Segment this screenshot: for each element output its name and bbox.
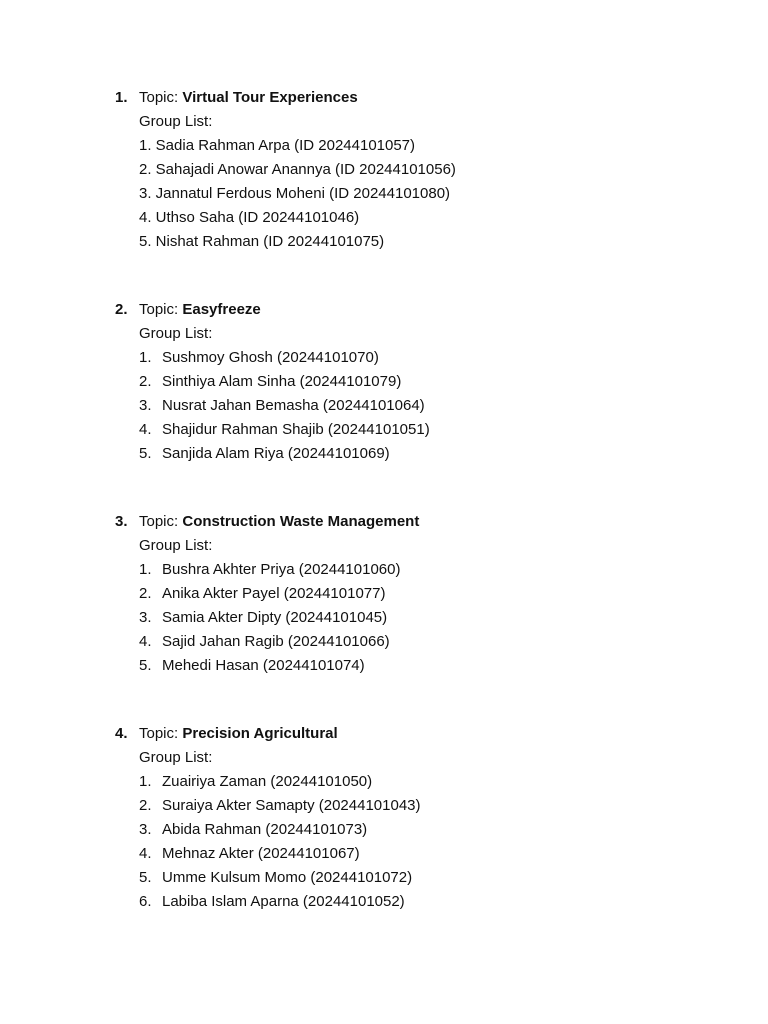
member-number: 1. [139, 561, 152, 578]
member-name: Nusrat Jahan Bemasha (20244101064) [162, 397, 425, 414]
member-name: Samia Akter Dipty (20244101045) [162, 609, 388, 626]
member-number: 3. [139, 397, 152, 414]
member-name: Zuairiya Zaman (20244101050) [162, 773, 373, 790]
member-item: 1. Sadia Rahman Arpa (ID 20244101057) [139, 137, 416, 154]
topic-line [139, 86, 358, 110]
member-number: 4. [139, 633, 152, 650]
group-list-label: Group List: [139, 537, 213, 554]
topic-line [139, 298, 261, 322]
section-number: 1. [115, 89, 128, 106]
member-name: Sanjida Alam Riya (20244101069) [162, 445, 390, 462]
member-number: 2. [139, 797, 152, 814]
topic-title: Easyfreeze [182, 301, 261, 318]
member-number: 2. [139, 585, 152, 602]
member-name: Sinthiya Alam Sinha (20244101079) [162, 373, 402, 390]
section-number: 3. [115, 513, 128, 530]
topic-title: Virtual Tour Experiences [182, 89, 358, 106]
member-number: 6. [139, 893, 152, 910]
member-number: 4. [139, 421, 152, 438]
member-number: 5. [139, 657, 152, 674]
member-item: 3. Jannatul Ferdous Moheni (ID 20244101080) [139, 185, 451, 202]
member-number: 3. [139, 609, 152, 626]
member-name: Mehnaz Akter (20244101067) [162, 845, 360, 862]
member-name: Sajid Jahan Ragib (20244101066) [162, 633, 390, 650]
section-number: 2. [115, 301, 128, 318]
member-name: Anika Akter Payel (20244101077) [162, 585, 386, 602]
member-item: 5. Nishat Rahman (ID 20244101075) [139, 233, 385, 250]
member-name: Suraiya Akter Samapty (20244101043) [162, 797, 421, 814]
member-name: Bushra Akhter Priya (20244101060) [162, 561, 401, 578]
member-name: Umme Kulsum Momo (20244101072) [162, 869, 413, 886]
topic-line [139, 722, 338, 746]
group-list-label: Group List: [139, 749, 213, 766]
member-number: 5. [139, 869, 152, 886]
member-number: 1. [139, 349, 152, 366]
topic-line [139, 510, 419, 534]
member-item: 4. Uthso Saha (ID 20244101046) [139, 209, 360, 226]
topic-prefix: Topic: [139, 725, 179, 742]
topic-prefix: Topic: [139, 89, 179, 106]
member-name: Sushmoy Ghosh (20244101070) [162, 349, 379, 366]
member-name: Shajidur Rahman Shajib (20244101051) [162, 421, 430, 438]
member-number: 4. [139, 845, 152, 862]
section-number: 4. [115, 725, 128, 742]
member-name: Mehedi Hasan (20244101074) [162, 657, 365, 674]
member-number: 2. [139, 373, 152, 390]
member-name: Labiba Islam Aparna (20244101052) [162, 893, 405, 910]
topic-title: Precision Agricultural [182, 725, 338, 742]
member-number: 3. [139, 821, 152, 838]
member-name: Abida Rahman (20244101073) [162, 821, 368, 838]
member-number: 1. [139, 773, 152, 790]
topic-title: Construction Waste Management [182, 513, 420, 530]
member-number: 5. [139, 445, 152, 462]
topic-prefix: Topic: [139, 301, 179, 318]
group-list-label: Group List: [139, 325, 213, 342]
member-item: 2. Sahajadi Anowar Anannya (ID 20244101056) [139, 161, 456, 178]
group-list-label: Group List: [139, 113, 213, 130]
topic-prefix: Topic: [139, 513, 179, 530]
